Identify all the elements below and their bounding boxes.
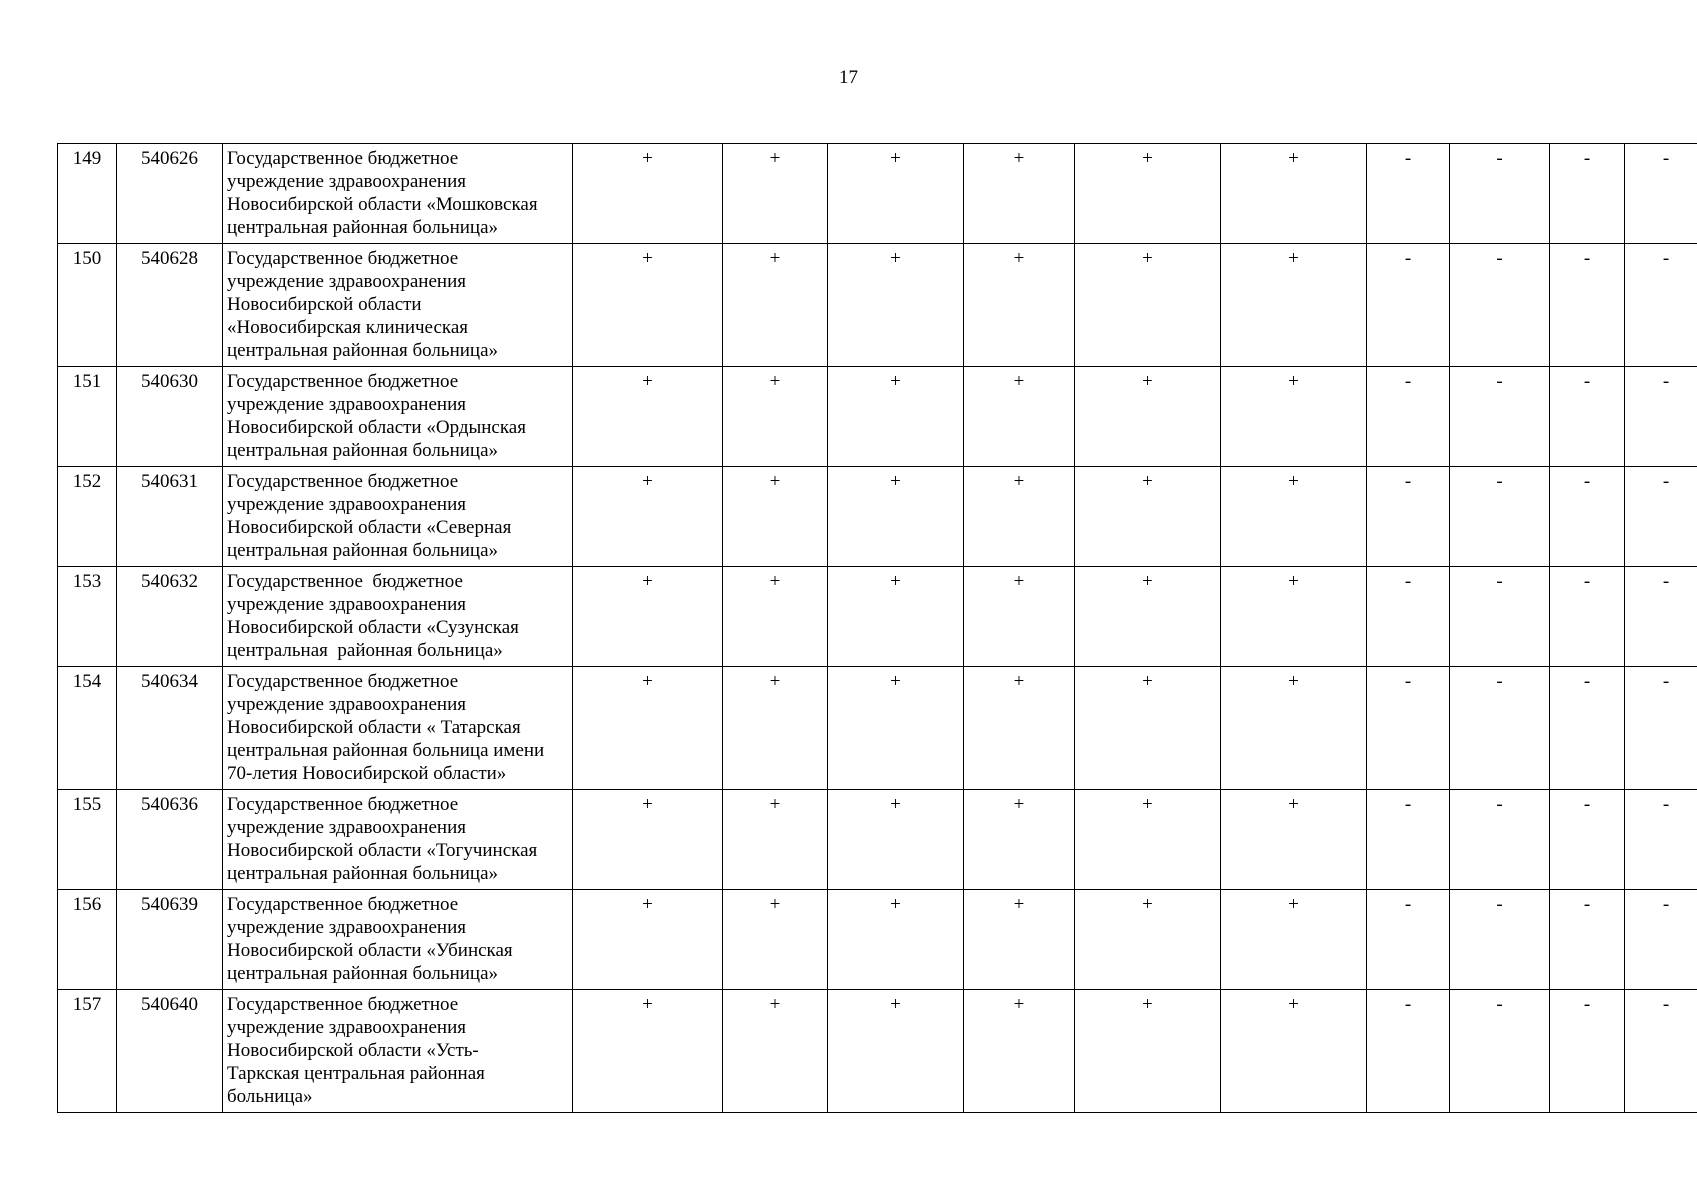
mark-cell: +: [964, 567, 1075, 667]
mark-cell: +: [964, 467, 1075, 567]
mark-cell: +: [1075, 367, 1221, 467]
mark-cell: -: [1625, 667, 1697, 790]
mark-cell: -: [1625, 890, 1697, 990]
mark-cell: +: [1221, 790, 1367, 890]
mark-cell: -: [1550, 790, 1625, 890]
mark-cell: -: [1550, 244, 1625, 367]
mark-cell: +: [723, 144, 828, 244]
institution-name-cell: Государственное бюджетное учреждение здравоохранения Новосибирской области «Мошковская центральная районная больница»: [223, 144, 573, 244]
mark-cell: +: [1075, 144, 1221, 244]
institution-name-cell: Государственное бюджетное учреждение здравоохранения Новосибирской области «Убинская центральная районная больница»: [223, 890, 573, 990]
mark-cell: +: [723, 567, 828, 667]
mark-cell: +: [1075, 667, 1221, 790]
row-number-cell: 157: [58, 990, 117, 1113]
mark-cell: +: [828, 667, 964, 790]
mark-cell: -: [1450, 890, 1550, 990]
mark-cell: +: [723, 467, 828, 567]
mark-cell: -: [1367, 367, 1450, 467]
mark-cell: +: [723, 667, 828, 790]
mark-cell: -: [1625, 244, 1697, 367]
mark-cell: +: [828, 890, 964, 990]
mark-cell: +: [828, 144, 964, 244]
mark-cell: -: [1550, 990, 1625, 1113]
mark-cell: -: [1367, 667, 1450, 790]
mark-cell: +: [964, 990, 1075, 1113]
mark-cell: +: [723, 890, 828, 990]
mark-cell: +: [723, 367, 828, 467]
mark-cell: -: [1450, 790, 1550, 890]
mark-cell: +: [573, 467, 723, 567]
mark-cell: -: [1625, 367, 1697, 467]
row-number-cell: 149: [58, 144, 117, 244]
registry-table: [57, 143, 1697, 1113]
mark-cell: -: [1367, 144, 1450, 244]
table-row: [58, 467, 1697, 567]
mark-cell: +: [964, 890, 1075, 990]
table-row: [58, 990, 1697, 1113]
mark-cell: +: [573, 890, 723, 990]
mark-cell: -: [1625, 990, 1697, 1113]
table-row: [58, 667, 1697, 790]
institution-code-cell: 540634: [117, 667, 223, 790]
mark-cell: +: [964, 244, 1075, 367]
mark-cell: +: [1221, 667, 1367, 790]
mark-cell: -: [1450, 467, 1550, 567]
institution-name-cell: Государственное бюджетное учреждение здравоохранения Новосибирской области «Новосибирская клиническая центральная районная больница»: [223, 244, 573, 367]
row-number-cell: 154: [58, 667, 117, 790]
mark-cell: -: [1450, 990, 1550, 1113]
mark-cell: +: [1075, 890, 1221, 990]
mark-cell: +: [723, 790, 828, 890]
institution-code-cell: 540631: [117, 467, 223, 567]
institution-name-cell: Государственное бюджетное учреждение здравоохранения Новосибирской области «Тогучинская центральная районная больница»: [223, 790, 573, 890]
institution-name-cell: Государственное бюджетное учреждение здравоохранения Новосибирской области «Усть- Таркская центральная районная больница»: [223, 990, 573, 1113]
row-number-cell: 150: [58, 244, 117, 367]
mark-cell: -: [1625, 567, 1697, 667]
mark-cell: +: [828, 244, 964, 367]
mark-cell: -: [1550, 667, 1625, 790]
row-number-cell: 155: [58, 790, 117, 890]
mark-cell: +: [1221, 367, 1367, 467]
institution-name-cell: Государственное бюджетное учреждение здравоохранения Новосибирской области «Ордынская центральная районная больница»: [223, 367, 573, 467]
mark-cell: -: [1450, 367, 1550, 467]
mark-cell: +: [573, 667, 723, 790]
table-row: [58, 790, 1697, 890]
mark-cell: +: [1221, 990, 1367, 1113]
mark-cell: +: [573, 144, 723, 244]
mark-cell: +: [1221, 467, 1367, 567]
mark-cell: +: [964, 144, 1075, 244]
mark-cell: -: [1625, 467, 1697, 567]
institution-name-cell: Государственное бюджетное учреждение здравоохранения Новосибирской области « Татарская центральная районная больница имени 70-летия Новосибирской области»: [223, 667, 573, 790]
row-number-cell: 152: [58, 467, 117, 567]
mark-cell: +: [964, 790, 1075, 890]
mark-cell: -: [1550, 144, 1625, 244]
mark-cell: +: [1075, 567, 1221, 667]
mark-cell: -: [1550, 367, 1625, 467]
mark-cell: +: [723, 244, 828, 367]
mark-cell: -: [1625, 144, 1697, 244]
mark-cell: +: [828, 567, 964, 667]
mark-cell: +: [828, 790, 964, 890]
institution-name-cell: Государственное бюджетное учреждение здравоохранения Новосибирской области «Сузунская центральная районная больница»: [223, 567, 573, 667]
mark-cell: +: [573, 567, 723, 667]
mark-cell: -: [1450, 244, 1550, 367]
institution-code-cell: 540632: [117, 567, 223, 667]
mark-cell: +: [1075, 467, 1221, 567]
mark-cell: +: [1221, 890, 1367, 990]
mark-cell: +: [964, 367, 1075, 467]
mark-cell: -: [1450, 144, 1550, 244]
mark-cell: +: [828, 467, 964, 567]
mark-cell: +: [1221, 567, 1367, 667]
mark-cell: -: [1450, 567, 1550, 667]
mark-cell: +: [1075, 990, 1221, 1113]
mark-cell: +: [723, 990, 828, 1113]
mark-cell: -: [1550, 467, 1625, 567]
table-row: [58, 367, 1697, 467]
institution-code-cell: 540626: [117, 144, 223, 244]
mark-cell: +: [1221, 144, 1367, 244]
institution-code-cell: 540636: [117, 790, 223, 890]
row-number-cell: 156: [58, 890, 117, 990]
institution-code-cell: 540639: [117, 890, 223, 990]
mark-cell: +: [1075, 790, 1221, 890]
mark-cell: -: [1625, 790, 1697, 890]
mark-cell: +: [573, 367, 723, 467]
page-number: 17: [839, 67, 858, 88]
mark-cell: +: [573, 990, 723, 1113]
institution-code-cell: 540630: [117, 367, 223, 467]
institution-code-cell: 540640: [117, 990, 223, 1113]
institution-code-cell: 540628: [117, 244, 223, 367]
table-row: [58, 890, 1697, 990]
mark-cell: -: [1367, 790, 1450, 890]
mark-cell: +: [1075, 244, 1221, 367]
mark-cell: -: [1367, 567, 1450, 667]
mark-cell: +: [573, 244, 723, 367]
table-row: [58, 244, 1697, 367]
mark-cell: +: [573, 790, 723, 890]
row-number-cell: 151: [58, 367, 117, 467]
mark-cell: +: [828, 367, 964, 467]
table-row: [58, 567, 1697, 667]
mark-cell: +: [828, 990, 964, 1113]
mark-cell: -: [1550, 567, 1625, 667]
mark-cell: +: [964, 667, 1075, 790]
mark-cell: -: [1367, 244, 1450, 367]
mark-cell: -: [1367, 890, 1450, 990]
mark-cell: +: [1221, 244, 1367, 367]
mark-cell: -: [1450, 667, 1550, 790]
mark-cell: -: [1550, 890, 1625, 990]
table-row: [58, 144, 1697, 244]
row-number-cell: 153: [58, 567, 117, 667]
institution-name-cell: Государственное бюджетное учреждение здравоохранения Новосибирской области «Северная центральная районная больница»: [223, 467, 573, 567]
mark-cell: -: [1367, 990, 1450, 1113]
mark-cell: -: [1367, 467, 1450, 567]
